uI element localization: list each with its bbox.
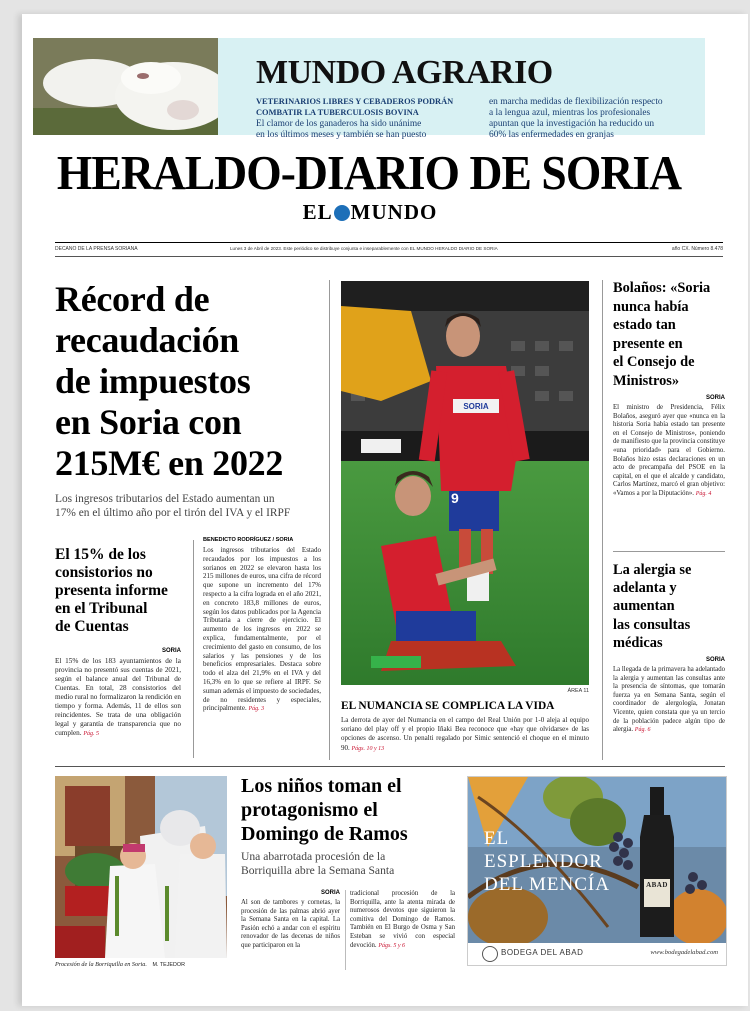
procession-caption	[55, 961, 227, 968]
el-mundo-logo[interactable]	[290, 200, 450, 225]
alergia-headline[interactable]	[613, 561, 725, 652]
alergia-kicker: SORIA	[705, 657, 725, 663]
lead-subhead-line2: 17% en el último año por el tirón del IVA y el IRPF	[55, 507, 291, 519]
banner-text-right-line4: 60% las enfermedades en granjas	[489, 130, 614, 140]
ramos-kicker: SORIA	[320, 890, 340, 896]
numancia-body	[341, 716, 589, 754]
dateline-right: año CX. Número 8.478	[671, 246, 723, 252]
impuestos-ref[interactable]: Pág. 3	[248, 706, 265, 713]
consistorios-body	[55, 657, 181, 739]
dateline-left: DECANO DE LA PRENSA SORIANA	[55, 246, 138, 252]
impuestos-body-text: Los ingresos tributarios del Estado recaudados por los impuestos a los sorianos en 2022 se elevaron hasta los 215 millones de euros, una cifra de récord que supone un incremento del 17% respecto a la cifra lograda en el año 2021, en concreto 183,8 millones de euros, según los datos publicados por la Agencia Tributaria a cierre de ejercicio. El aumento de los ingresos en 2022 se explica, fundamentalmente, por el crecimiento del gasto en consumo, de los salarios y las pensiones y de los beneficios empresariales. Destaca sobre todo el alza del 21,9% en el IVA y del 16,3% en lo que se refiere al IRPF. Se suman además el impuesto de sociedades, de no residentes y especiales, principalmente.	[203, 546, 321, 713]
lead-headline-line3: de impuestos	[55, 361, 251, 401]
procession-caption-credit: M. TEJEDOR	[152, 962, 185, 968]
consistorios-headline-line3: presenta informe	[55, 582, 168, 599]
bolanos-headline[interactable]	[613, 279, 725, 391]
bolanos-headline-line2: nunca había	[613, 298, 689, 315]
lead-subhead-line1: Los ingresos tributarios del Estado aumentan un	[55, 493, 275, 505]
impuestos-byline: BENEDICTO RODRÍGUEZ / SORIA	[203, 537, 294, 543]
ramos-headline-line3: Domingo de Ramos	[241, 823, 408, 845]
bodega-logo-icon	[482, 946, 498, 962]
alergia-headline-line4: las consultas	[613, 616, 691, 633]
ramos-headline-line2: protagonismo el	[241, 799, 378, 821]
banner-text-right	[489, 97, 703, 141]
ramos-subhead-line2: Borriquilla abre la Semana Santa	[241, 864, 395, 877]
masthead-title[interactable]: HERALDO-DIARIO DE SORIA	[56, 145, 682, 200]
ad-slogan-line3: DEL MENCÍA	[484, 874, 610, 895]
banner-headline[interactable]	[256, 96, 486, 118]
banner-text-left	[256, 119, 484, 141]
bolanos-ref[interactable]: Pág. 4	[695, 490, 712, 497]
consistorios-headline[interactable]	[55, 546, 185, 636]
ad-brand: BODEGA DEL ABAD	[501, 948, 584, 957]
ramos-headline-line1: Los niños toman el	[241, 775, 402, 797]
consistorios-ref[interactable]: Pág. 5	[83, 731, 100, 737]
numancia-body-text: La derrota de ayer del Numancia en el campo del Real Unión por 1-0 aleja al equipo soriano del play off y el propio Iñaki Bea reconoce que «hay que olvidarse» de las opciones de ascenso. Un penalti regalado por Simic sentenció el choque en el minuto 90.	[341, 716, 589, 752]
banner-headline-line2: COMBATIR LA TUBERCULOSIS BOVINA	[256, 108, 419, 117]
bottom-section-rule	[55, 766, 725, 767]
lead-headline[interactable]	[55, 279, 320, 484]
banner-text-left-line1: El clamor de los ganaderos ha sido unánime	[256, 119, 422, 129]
alergia-ref[interactable]: Pág. 6	[634, 727, 651, 734]
consistorios-body-text: El 15% de los 183 ayuntamientos de la provincia no presentó sus cuentas de 2021, según el balance anual del Tribunal de Cuentas. En total, 28 consistorios del medio rural no formalizaron la rendición en tiempo y forma. Además, 11 de ellos son reincidentes. Se trata de una obligación legal y garantía de transparencia que no cumplen.	[55, 657, 181, 737]
bodega-ad[interactable]	[467, 776, 727, 966]
consistorios-kicker: SORIA	[161, 648, 181, 654]
procession-caption-text: Procesión de la Borriquilla en Soria.	[55, 961, 147, 968]
bolanos-body-text: El ministro de Presidencia, Félix Bolaños, aseguró ayer que «nunca en la historia Soria había estado tan presente en el Consejo de Ministros», poniendo de manifiesto que la provincia constituye «una prioridad» para el Gobierno. Bolaños hizo estas declaraciones en un acto de precampaña del PSOE en la capital, en el que el alcalde y candidato, Carlos Martínez, marcó el gran objetivo: «Vamos a por la Diputación».	[613, 404, 725, 497]
el-mundo-logo-left: EL	[302, 200, 333, 224]
bolanos-separator	[613, 551, 725, 552]
ramos-body-right	[350, 890, 455, 950]
ad-slogan-line2: ESPLENDOR	[484, 851, 603, 872]
sheep-photo	[33, 38, 218, 135]
shirt-sponsor: SORIA	[463, 402, 489, 411]
lead-headline-line1: Récord de	[55, 279, 210, 319]
lead-headline-line4: en Soria con	[55, 402, 242, 442]
numancia-headline[interactable]: EL NUMANCIA SE COMPLICA LA VIDA	[341, 700, 555, 712]
column-divider-2	[329, 280, 330, 760]
masthead-rule-bottom	[55, 256, 723, 257]
consistorios-headline-line2: consistorios no	[55, 564, 153, 581]
column-divider-3	[602, 280, 603, 760]
ad-slogan-line1: EL	[484, 828, 510, 849]
banner-text-right-line3: apuntan que la investigación ha reducido un	[489, 119, 655, 129]
ramos-subhead	[241, 850, 456, 878]
shirt-number: 9	[451, 490, 459, 506]
bolanos-kicker: SORIA	[705, 395, 725, 401]
ad-url[interactable]: www.bodegadelabad.com	[650, 949, 718, 956]
ad-bottle-label: ABAD	[646, 881, 668, 889]
procession-photo[interactable]	[55, 776, 227, 958]
ramos-body-left: Al son de tambores y cornetas, la procesión de las palmas abrió ayer la Semana Santa en la capital. La Pasión echó a andar con el espíritu renovador de las decenas de niños que participaron en la	[241, 899, 340, 949]
impuestos-body	[203, 546, 321, 714]
consistorios-headline-line5: de Cuentas	[55, 618, 129, 635]
lead-headline-line5: 215M€ en 2022	[55, 443, 284, 483]
ramos-column-divider	[345, 890, 346, 970]
numancia-ref[interactable]: Págs. 10 y 13	[351, 745, 385, 752]
alergia-body-text: La llegada de la primavera ha adelantado la alergia y aumentan las consultas ante la presencia de síntomas, que tomarán fuerza ya en Semana Santa, según el coordinador de alergología, Jonatan Vicente, quien constata que ya un tercio de la población padece algún tipo de alergia.	[613, 666, 725, 734]
bolanos-headline-line3: estado tan	[613, 317, 676, 334]
banner-headline-line1: VETERINARIOS LIBRES Y CEBADEROS PODRÁN	[256, 97, 454, 106]
banner-text-right-line1: en marcha medidas de flexibilización respecto	[489, 97, 663, 107]
banner-text-left-line2: en los últimos meses y también se han puesto	[256, 130, 427, 140]
alergia-headline-line3: aumentan	[613, 598, 675, 615]
lead-subhead	[55, 492, 325, 520]
bolanos-headline-line6: Ministros»	[613, 372, 680, 389]
mundo-agrario-title: MUNDO AGRARIO	[256, 54, 553, 91]
ramos-headline[interactable]	[241, 774, 456, 846]
bolanos-headline-line5: el Consejo de	[613, 354, 695, 371]
el-mundo-logo-right: MUNDO	[350, 200, 438, 224]
banner-text-right-line2: a la lengua azul, mientras los profesionales	[489, 108, 651, 118]
consistorios-headline-line1: El 15% de los	[55, 546, 146, 563]
ad-slogan	[484, 827, 634, 896]
alergia-body	[613, 666, 725, 735]
consistorios-headline-line4: en el Tribunal	[55, 600, 148, 617]
alergia-headline-line5: médicas	[613, 634, 663, 651]
masthead-rule-top	[55, 242, 723, 243]
bolanos-body	[613, 404, 725, 499]
bolanos-headline-line1: Bolaños: «Soria	[613, 280, 711, 296]
numancia-photo[interactable]	[341, 281, 589, 685]
ramos-body-right-text: tradicional procesión de la Borriquilla, ante la atenta mirada de numerosos devotos que siguieron la comitiva del Domingo de Ramos. También en El Burgo de Osma y San Esteban se vivió con especial devoción.	[350, 890, 455, 949]
dateline-center: Lunes 3 de Abril de 2023. Este periódico se distribuye conjunta e inseparablemente con EL MUNDO HERALDO DIARIO DE SORIA	[230, 246, 498, 251]
alergia-headline-line1: La alergia se	[613, 562, 692, 578]
column-divider-1	[193, 540, 194, 758]
bolanos-headline-line4: presente en	[613, 335, 683, 352]
alergia-headline-line2: adelanta y	[613, 580, 677, 597]
ramos-ref[interactable]: Págs. 5 y 6	[378, 942, 405, 949]
photo-credit: ÁREA 11	[567, 688, 589, 694]
globe-icon	[334, 205, 350, 221]
lead-headline-line2: recaudación	[55, 320, 240, 360]
ramos-subhead-line1: Una abarrotada procesión de la	[241, 850, 386, 863]
